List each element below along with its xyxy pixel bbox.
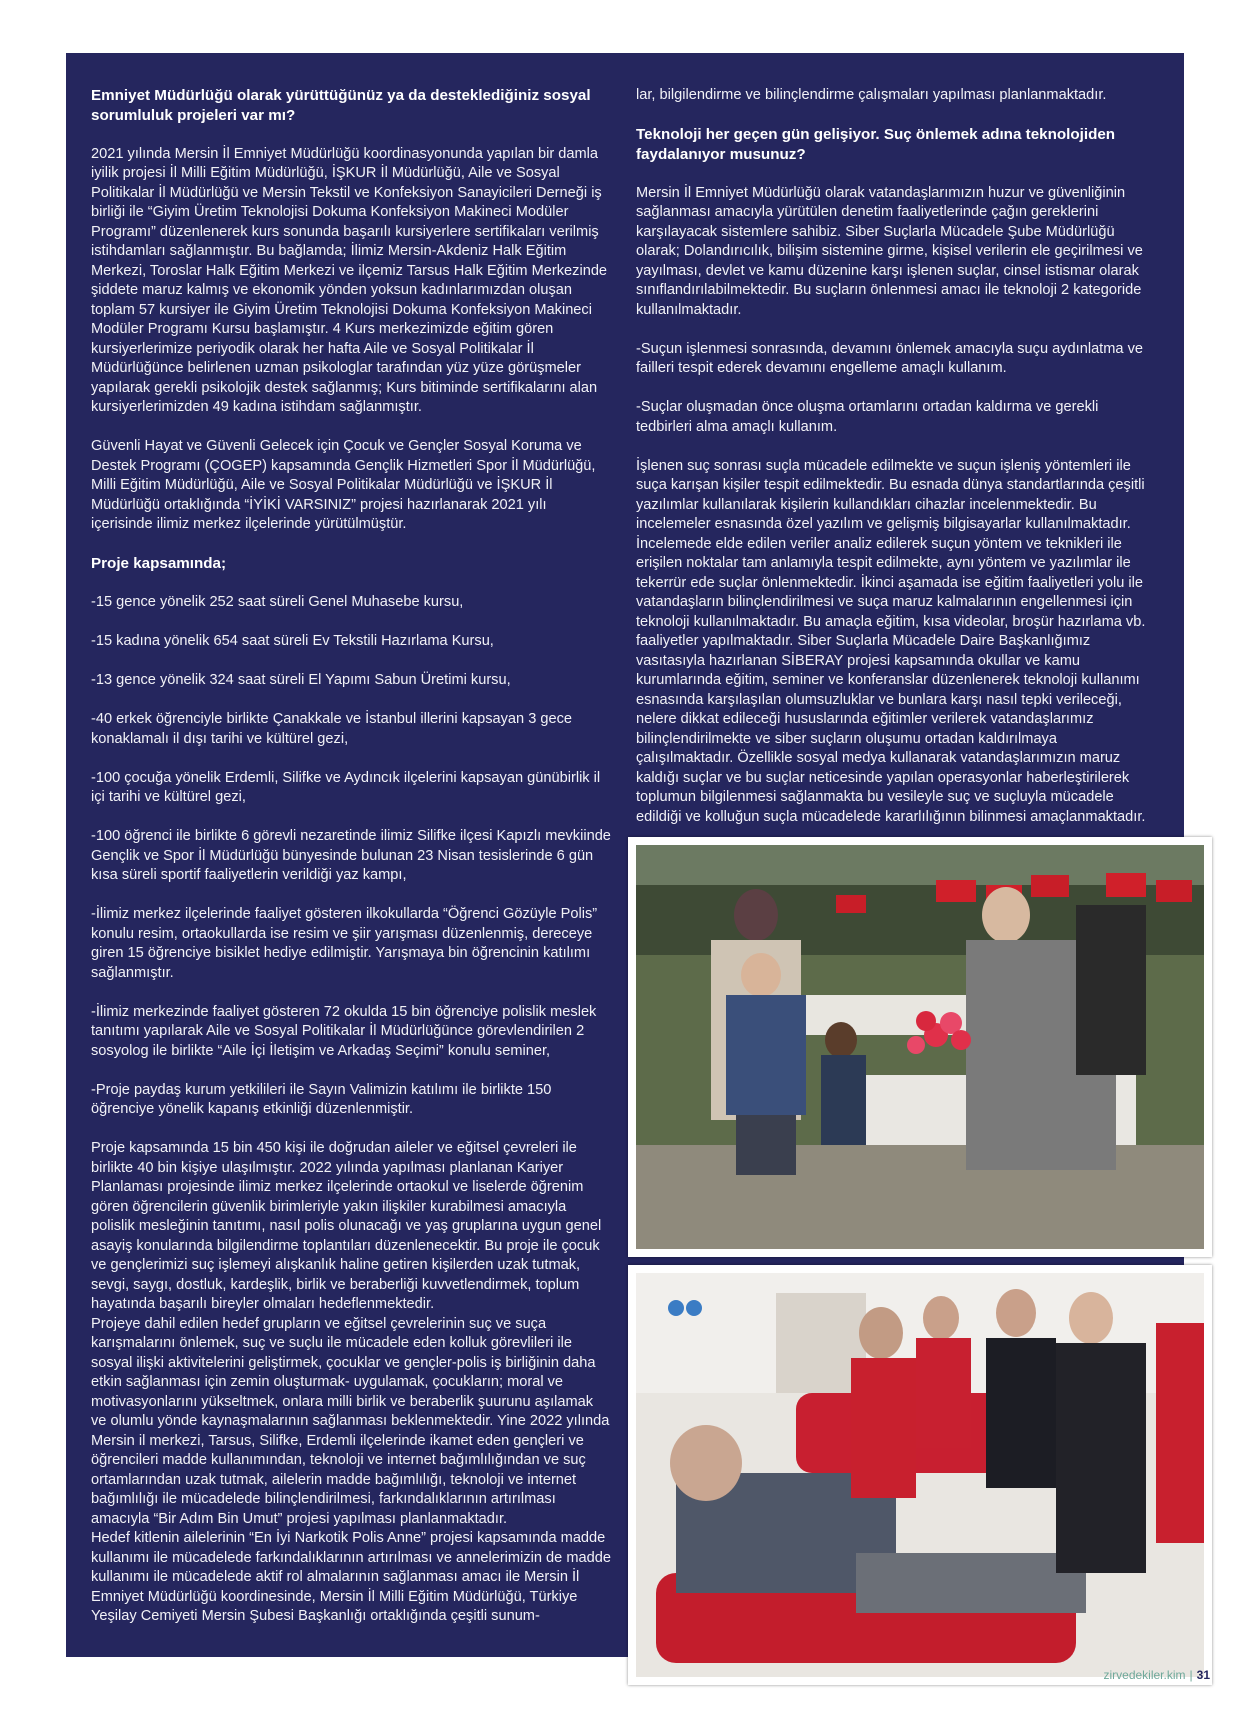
list-item: -100 öğrenci ile birlikte 6 görevli nezaretinde ilimiz Silifke ilçesi Kapızlı mevkiinde Gençlik ve Spor İl Müdürlüğü bünyesinde bulunan 23 Nisan tesislerinde 6 gün kısa süreli sportif faaliyetlerin verildiği yaz kampı, bbox=[91, 828, 611, 883]
photo-blood-donation bbox=[628, 1265, 1212, 1685]
paragraph: -Suçun işlenmesi sonrasında, devamını önlemek amacıyla suçu aydınlatma ve failleri tespit ederek devamını engelleme amaçlı kullanım. bbox=[636, 340, 1143, 376]
paragraph: -Suçlar oluşmadan önce oluşma ortamlarını ortadan kaldırma ve gerekli tedbirleri alma amaçlı kullanım. bbox=[636, 399, 1099, 435]
donation-photo-image bbox=[636, 1273, 1204, 1677]
list-item: -100 çocuğa yönelik Erdemli, Silifke ve Aydıncık ilçelerini kapsayan günübirlik il içi tarihi ve kültürel gezi, bbox=[91, 769, 601, 805]
question-heading-social: Emniyet Müdürlüğü olarak yürüttüğünüz ya da desteklediğiniz sosyal sorumluluk projeleri var mı? bbox=[91, 87, 591, 124]
footer-separator: | bbox=[1189, 1668, 1193, 1682]
paragraph: Projeye dahil edilen hedef grupların ve eğitsel çevrelerinin suç ve suça karışmalarını önlemek, suç ve suçlu ile mücadele eden kolluk görevlileri ile sosyal ilişki aktivitelerini geliştirmek, çocuklar ve gençler-polis iş birliğinin daha etkin sağlanması için zemin oluşturmak- uygulamak, çocukların; moral ve motivasyonlarını yükseltmek, onlara milli birlik ve beraberlik şuurunu aşılamak ve olumlu yönde kaynaşmalarının sağlanması beklenmektedir. Yine 2022 yılında Mersin il merkezi, Tarsus, Silifke, Erdemli ilçelerinde ikamet eden gençleri ve öğrencileri madde kullanımından, teknoloji ve internet bağımlılığından ve suç ortamlarından uzak tutmak, ailelerin madde bağımlılığı, teknoloji ve internet bağımlılığı ile mücadelede bilinçlendirilmesi, farkındalıklarının artırılması amacıyla “Bir Adım Bin Umut” projesi yapılması planlanmaktadır. bbox=[91, 1315, 610, 1527]
list-item: -İlimiz merkezinde faaliyet gösteren 72 okulda 15 bin öğrenciye polislik meslek tanıtımı yapılarak Aile ve Sosyal Politikalar İl Müdürlüğünce görevlendirilen 2 sosyolog ile birlikte “Aile İçi İletişim ve Arkadaş Seçimi” konulu seminer, bbox=[91, 1003, 597, 1059]
footer-site: zirvedekiler.kim bbox=[1103, 1668, 1186, 1682]
paragraph: Mersin İl Emniyet Müdürlüğü olarak vatandaşlarımızın huzur ve güvenliğinin sağlanması amacıyla yürütülen denetim faaliyetlerinde çağın gereklerini karşılayacak sistemlere sahibiz. Siber Suçlarla Mücadele Şube Müdürlüğü olarak; Dolandırıcılık, bilişim sistemine girme, kişisel verilerin ele geçirilmesi ve yayılması, devlet ve kamu düzenine karşı işlenen suçlar, cinsel istismar olarak sınıflandırılabilmektedir. Bu suçların önlenmesi amacı ile teknoloji 2 kategoride kullanılmaktadır. bbox=[636, 184, 1143, 318]
page-number: 31 bbox=[1196, 1668, 1210, 1682]
paragraph: İşlenen suç sonrası suçla mücadele edilmekte ve suçun işleniş yöntemleri ile suça karışan kişiler tespit edilmektedir. Bu esnada dünya standartlarında çeşitli yazılımlar kullanılarak kişilerin kullandıkları cihazlar incelenmektedir. Bu incelemeler esnasında özel yazılım ve gelişmiş bilgisayarlar kullanılmaktadır. İncelemede elde edilen veriler analiz edilerek suçun yöntem ve teknikleri ile erişilen noktalar tam anlamıyla tespit edilmekte, aynı yöntem ve yazılımlar ile tekerrür ede suçlar önlenmektedir. İkinci aşamada ise eğitim faaliyetleri yolu ile vatandaşların bilinçlendirilmesi ve suça maruz kalmalarının engellenmesi için teknoloji kullanılmaktadır. Bu amaçla eğitim, kısa videolar, broşür hazırlama vb. faaliyetler yapılmaktadır. Siber Suçlarla Mücadele Daire Başkanlığımız vasıtasıyla hazırlanan SİBERAY projesi kapsamında okullar ve kamu kurumlarında eğitim, seminer ve konferanslar düzenlenerek teknoloji kullanımı esnasında karşılaşılan olumsuzluklar ve bunlara karşı nasıl tepki verileceği, nelere dikkat edileceği hususlarında eğitimler verilerek vatandaşlarımız bilinçlendirilmekte ve siber suçların oluşumu ortadan kaldırılmaya çalışılmaktadır. Özellikle sosyal medya kullanarak vatandaşlarımızın maruz kaldığı suçlar ve bu suçlar neticesinde yapılan operasyonlar haberleştirilerek toplumun bilgilenmesi sağlanmakta bu vesileyle suç ve suçluyla mücadele edildiği ve kolluğun suçla mücadelede kararlılığının bilinmesi amaçlanmaktadır. bbox=[636, 457, 1146, 825]
left-column bbox=[91, 86, 611, 1627]
list-item: -Proje paydaş kurum yetkilileri ile Sayın Valimizin katılımı ile birlikte 150 öğrenciye yönelik kapanış etkinliği düzenlenmiştir. bbox=[91, 1081, 552, 1117]
list-item: -13 gence yönelik 324 saat süreli El Yapımı Sabun Üretimi kursu, bbox=[91, 672, 511, 688]
scope-heading: Proje kapsamında; bbox=[91, 555, 227, 572]
paragraph-continuation: lar, bilgilendirme ve bilinçlendirme çalışmaları yapılması planlanmaktadır. bbox=[636, 87, 1107, 103]
list-item: -40 erkek öğrenciyle birlikte Çanakkale ve İstanbul illerini kapsayan 3 gece konaklamalı il dışı tarihi ve kültürel gezi, bbox=[91, 711, 573, 747]
paragraph: Proje kapsamında 15 bin 450 kişi ile doğrudan aileler ve eğitsel çevreleri ile birlikte 40 bin kişiye ulaşılmıştır. 2022 yılında yapılması planlanan Kariyer Planlaması projesinde ilimiz merkez ilçelerinde ortaokul ve liselerde öğrenim gören öğrencilerin güvenlik birimleriyle yakın ilişkiler kurabilmesi amacıyla polislik mesleğinin tanıtımı, nasıl polis olunacağı ve yaş gruplarına uygun genel asayiş konularında bilgilendirme toplantıları düzenlenecektir. Bu proje ile çocuk ve gençlerimizi suç işlemeyi alışkanlık haline getiren kişilerden uzak tutmak, sevgi, saygı, dostluk, kardeşlik, birlik ve beraberliği kuvvetlendirmek, toplum hayatında başarılı bireyler olmaları hedeflenmektedir. bbox=[91, 1140, 602, 1312]
paragraph: 2021 yılında Mersin İl Emniyet Müdürlüğü koordinasyonunda yapılan bir damla iyilik projesi İl Milli Eğitim Müdürlüğü, İŞKUR İl Müdürlüğü, Aile ve Sosyal Politikalar İl Müdürlüğü ve Mersin Tekstil ve Konfeksiyon Sanayicileri Derneği iş birliği ile “Giyim Üretim Teknolojisi Dokuma Konfeksiyon Makineci Modüler Programı” düzenlenerek kurs sonunda başarılı kursiyerlere sertifikaları verilmiş istihdamları sağlanmıştır. Bu bağlamda; İlimiz Mersin-Akdeniz Halk Eğitim Merkezi, Toroslar Halk Eğitim Merkezi ve ilçemiz Tarsus Halk Eğitim Merkezinde şiddete maruz kalmış ve ekonomik yönden yoksun kadınlarımızdan oluşan toplam 57 kursiyer ile Giyim Üretim Teknolojisi Dokuma Konfeksiyon Makineci Modüler Programı Kursu başlamıştır. 4 Kurs merkezimizde eğitim gören kursiyerlerimize periyodik olarak her hafta Aile ve Sosyal Politikalar İl Müdürlüğünce belirlenen uzman psikologlar tarafından yüz yüze görüşmeler yapılarak gerekli psikolojik destek sağlanmış; Kurs bitiminde sertifikalarını alan kursiyerlerimizden 49 kadına istihdam sağlanmıştır. bbox=[91, 145, 608, 415]
paragraph: Hedef kitlenin ailelerinin “En İyi Narkotik Polis Anne” projesi kapsamında madde kullanımı ile mücadelede farkındalıklarının artırılması ve annelerimizin de madde kullanımı ile mücadelede aktif rol almalarının sağlanması amacı ile Mersin İl Emniyet Müdürlüğü koordinesinde, Mersin İl Milli Eğitim Müdürlüğü, Türkiye Yeşilay Cemiyeti Mersin Şubesi Başkanlığı ortaklığında çeşitli sunum- bbox=[91, 1530, 611, 1624]
right-column bbox=[636, 86, 1158, 827]
list-item: -15 kadına yönelik 654 saat süreli Ev Tekstili Hazırlama Kursu, bbox=[91, 633, 494, 649]
list-item: -15 gence yönelik 252 saat süreli Genel Muhasebe kursu, bbox=[91, 594, 464, 610]
question-heading-technology: Teknoloji her geçen gün gelişiyor. Suç önlemek adına teknolojiden faydalanıyor musunuz? bbox=[636, 126, 1116, 163]
ceremony-photo-image bbox=[636, 845, 1204, 1249]
page-footer bbox=[1103, 1668, 1210, 1682]
photo-ceremony bbox=[628, 837, 1212, 1257]
list-item: -İlimiz merkez ilçelerinde faaliyet gösteren ilkokullarda “Öğrenci Gözüyle Polis” konulu resim, ortaokullarda ise resim ve şiir yarışması düzenlenmiş, dereceye giren 15 öğrenciye bisiklet hediye edilmiştir. Yarışmaya bin öğrencinin katılımı sağlanmıştır. bbox=[91, 906, 598, 981]
paragraph: Güvenli Hayat ve Güvenli Gelecek için Çocuk ve Gençler Sosyal Koruma ve Destek Programı (ÇOGEP) kapsamında Gençlik Hizmetleri Spor İl Müdürlüğü, Milli Eğitim Müdürlüğü, Aile ve Sosyal Politikalar Müdürlüğü ve İŞKUR İl Müdürlüğü ortaklığında “İYİKİ VARSINIZ” projesi hazırlanarak 2021 yılı içerisinde ilimiz merkez ilçelerinde yürütülmüştür. bbox=[91, 438, 596, 532]
